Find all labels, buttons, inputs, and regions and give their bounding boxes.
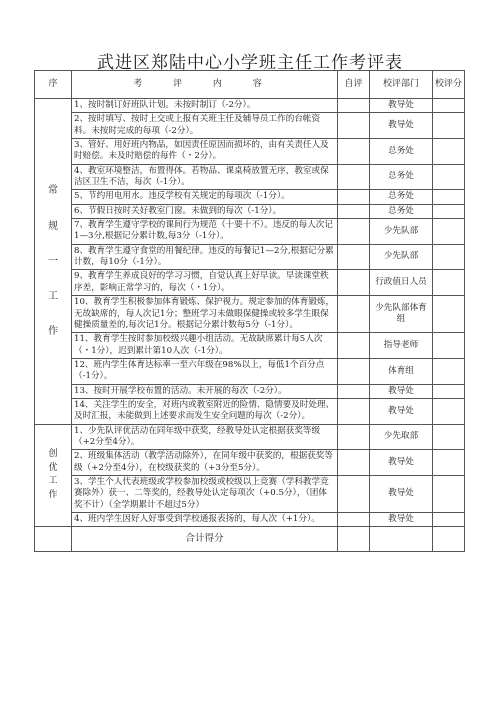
self-eval-cell[interactable] xyxy=(338,99,370,113)
score-cell[interactable] xyxy=(433,450,465,476)
dept-cell: 少先队部体育组 xyxy=(370,296,433,333)
section-label-char: 工 xyxy=(48,290,58,302)
total-self-cell[interactable] xyxy=(338,527,370,552)
section-label xyxy=(35,424,72,527)
score-cell[interactable] xyxy=(433,398,465,424)
self-eval-cell[interactable] xyxy=(338,384,370,398)
score-cell[interactable] xyxy=(433,113,465,139)
dept-cell: 行政值日人员 xyxy=(370,270,433,296)
form-title: 武进区郑陆中心小学班主任工作考评表 xyxy=(97,53,403,73)
dept-cell: 教导处 xyxy=(370,398,433,424)
header-dept: 校评部门 xyxy=(370,71,433,99)
self-eval-cell[interactable] xyxy=(338,244,370,270)
header-score: 校评分 xyxy=(433,71,465,99)
criterion-text: 1、按时制订好班队计划。未按时制订（-2分）。 xyxy=(72,99,338,113)
self-eval-cell[interactable] xyxy=(338,424,370,450)
score-cell[interactable] xyxy=(433,296,465,333)
dept-cell: 少先取部 xyxy=(370,424,433,450)
self-eval-cell[interactable] xyxy=(338,475,370,512)
score-cell[interactable] xyxy=(433,164,465,190)
table-row xyxy=(35,190,465,204)
total-dept-cell xyxy=(370,527,433,552)
table-row xyxy=(35,270,465,296)
criterion-text: 2、班级集体活动（教学活动除外），在同年级中获奖的，根据获奖等级（+2分至4分），在校级获奖的（+3分至5分）。 xyxy=(72,450,338,476)
table-row xyxy=(35,113,465,139)
criterion-text: 5、节约用电用水。违反学校有关规定的每项次（-1分）。 xyxy=(72,190,338,204)
score-cell[interactable] xyxy=(433,219,465,245)
section-label-char: 常 xyxy=(48,185,58,197)
dept-cell: 教导处 xyxy=(370,475,433,512)
dept-cell: 指导老师 xyxy=(370,333,433,359)
header-seq: 序 xyxy=(35,71,72,99)
criterion-text: 10、教育学生积极参加体育锻炼、保护视力。规定参加的体育锻炼，无故缺席的，每人次记1分；整班学习未做眼保健操或较多学生眼保健操质量差的,每次记1分。根据记分累计数每5分（-1分）。 xyxy=(72,296,338,333)
table-row xyxy=(35,244,465,270)
table-header-row xyxy=(35,71,465,99)
total-row xyxy=(35,527,465,552)
header-content: 考 评 内 容 xyxy=(72,71,338,99)
table-row xyxy=(35,139,465,165)
criterion-text: 9、教育学生养成良好的学习习惯，自觉认真上好早读。早读课堂秩序差，影响正常学习的，每次（・1分）。 xyxy=(72,270,338,296)
criterion-text: 4、教室环境整洁，布置得体。若物品、课桌椅放置无序，教室或保洁区卫生不洁，每次（-1分）。 xyxy=(72,164,338,190)
table-row xyxy=(35,99,465,113)
score-cell[interactable] xyxy=(433,99,465,113)
table-row xyxy=(35,424,465,450)
self-eval-cell[interactable] xyxy=(338,333,370,359)
score-cell[interactable] xyxy=(433,424,465,450)
dept-cell: 教导处 xyxy=(370,450,433,476)
score-cell[interactable] xyxy=(433,384,465,398)
table-row xyxy=(35,164,465,190)
table-row xyxy=(35,296,465,333)
table-row xyxy=(35,219,465,245)
self-eval-cell[interactable] xyxy=(338,219,370,245)
score-cell[interactable] xyxy=(433,204,465,218)
criterion-text: 6、节假日按时关好教室门窗。未做到的每次（-1分）。 xyxy=(72,204,338,218)
criterion-text: 8、教育学生遵守食堂的用餐纪律。违反的每餐记1—2分,根据记分累计数，每10分（-1分）。 xyxy=(72,244,338,270)
self-eval-cell[interactable] xyxy=(338,139,370,165)
dept-cell: 少先队部 xyxy=(370,219,433,245)
dept-cell: 总务处 xyxy=(370,139,433,165)
self-eval-cell[interactable] xyxy=(338,270,370,296)
self-eval-cell[interactable] xyxy=(338,113,370,139)
total-score-cell[interactable] xyxy=(433,527,465,552)
section-label-char: 工 xyxy=(48,476,58,487)
score-cell[interactable] xyxy=(433,333,465,359)
dept-cell: 总务处 xyxy=(370,204,433,218)
self-eval-cell[interactable] xyxy=(338,358,370,384)
criterion-text: 2、按时填写、按时上交或上报有关班主任及辅导员工作的台帐资料。未按时完成的每项（-2分）。 xyxy=(72,113,338,139)
criterion-text: 4、班内学生因好人好事受到学校通报表扬的，每人次（+1分）。 xyxy=(72,513,338,527)
table-row xyxy=(35,204,465,218)
criterion-text: 3、学生个人代表班级或学校参加校级或校级以上竞赛（学科教学竞赛除外）获一、二等奖的，经教导处认定每项次（+0.5分），（团体奖不计）（全学期累计不超过5分） xyxy=(72,475,338,512)
score-cell[interactable] xyxy=(433,190,465,204)
self-eval-cell[interactable] xyxy=(338,190,370,204)
criterion-text: 12、班内学生体育达标率一至六年级在98%以上，每低1个百分点（-1分）。 xyxy=(72,358,338,384)
total-label: 合计得分 xyxy=(72,527,338,552)
dept-cell: 总务处 xyxy=(370,190,433,204)
score-cell[interactable] xyxy=(433,513,465,527)
total-seq-cell xyxy=(35,527,72,552)
table-row xyxy=(35,475,465,512)
dept-cell: 总务处 xyxy=(370,164,433,190)
dept-cell: 教导处 xyxy=(370,384,433,398)
dept-cell: 教导处 xyxy=(370,113,433,139)
criterion-text: 7、教育学生遵守学校的课间行为规范（十要十不）。违反的每人次记1—3分,根据记分累计数,每3分（-1分）。 xyxy=(72,219,338,245)
section-label-char: 优 xyxy=(48,462,58,473)
self-eval-cell[interactable] xyxy=(338,513,370,527)
dept-cell: 教导处 xyxy=(370,513,433,527)
self-eval-cell[interactable] xyxy=(338,398,370,424)
self-eval-cell[interactable] xyxy=(338,164,370,190)
section-label-char: 创 xyxy=(48,448,58,459)
criterion-text: 11、教育学生按时参加校级兴趣小组活动。无故缺席累计每5人次（・1分），迟到累计第10人次（-1分）。 xyxy=(72,333,338,359)
criterion-text: 13、按时开展学校布置的活动。未开展的每次（-2分）。 xyxy=(72,384,338,398)
self-eval-cell[interactable] xyxy=(338,296,370,333)
self-eval-cell[interactable] xyxy=(338,450,370,476)
table-row xyxy=(35,450,465,476)
section-label-char: 作 xyxy=(48,490,58,501)
criterion-text: 1、少先队评优活动在同年级中获奖，经教导处认定根据获奖等级（+2分至4分）。 xyxy=(72,424,338,450)
score-cell[interactable] xyxy=(433,475,465,512)
header-self-eval: 自评 xyxy=(338,71,370,99)
score-cell[interactable] xyxy=(433,358,465,384)
table-row xyxy=(35,384,465,398)
section-label xyxy=(35,99,72,425)
section-label-char: 规 xyxy=(48,220,58,232)
criterion-text: 3、管好、用好班内物品，如因责任原因而损坏的，由有关责任人及时赔偿。未及时赔偿的每件（・2分）。 xyxy=(72,139,338,165)
score-cell[interactable] xyxy=(433,244,465,270)
dept-cell: 体育组 xyxy=(370,358,433,384)
criterion-text: 14、关注学生的安全，对班内或教室附近的险情、隐情要及时处理、及时汇报，未能做到上述要求而发生安全问题的每次（-2分）。 xyxy=(72,398,338,424)
dept-cell: 少先队部 xyxy=(370,244,433,270)
table-row xyxy=(35,398,465,424)
section-label-char: 作 xyxy=(48,326,58,338)
section-label-char: 一 xyxy=(48,255,58,267)
self-eval-cell[interactable] xyxy=(338,204,370,218)
score-cell[interactable] xyxy=(433,139,465,165)
dept-cell: 教导处 xyxy=(370,99,433,113)
score-cell[interactable] xyxy=(433,270,465,296)
table-row xyxy=(35,358,465,384)
evaluation-table xyxy=(34,70,465,552)
table-row xyxy=(35,333,465,359)
table-row xyxy=(35,513,465,527)
